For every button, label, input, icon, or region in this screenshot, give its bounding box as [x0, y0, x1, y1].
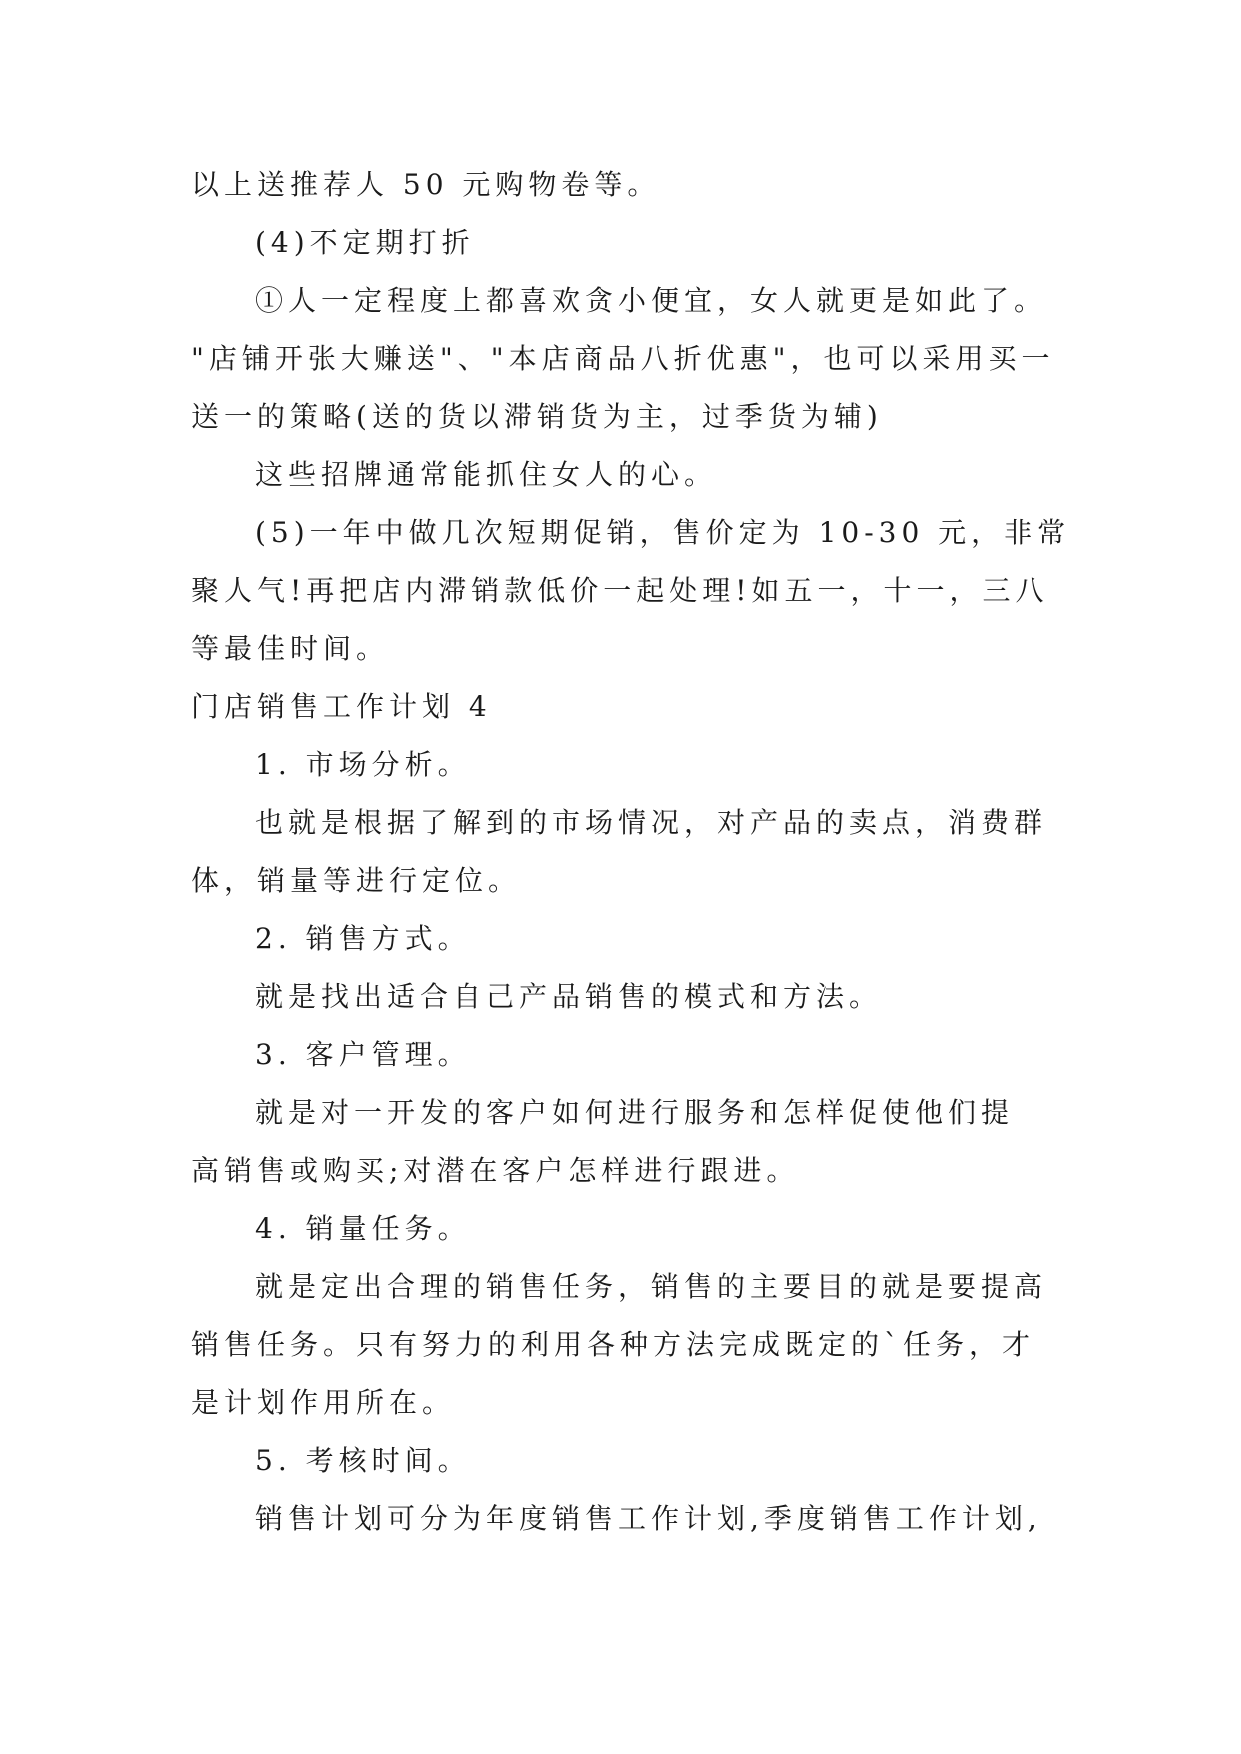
text-line: 1. 市场分析。 — [255, 748, 471, 781]
text-line: 销售计划可分为年度销售工作计划,季度销售工作计划, — [255, 1502, 1042, 1535]
text-line: (5)一年中做几次短期促销，售价定为 10-30 元，非常 — [255, 516, 1071, 549]
text-line: 销售任务。只有努力的利用各种方法完成既定的`任务，才 — [191, 1328, 1036, 1361]
text-line: 就是找出适合自己产品销售的模式和方法。 — [255, 980, 883, 1013]
text-line: 这些招牌通常能抓住女人的心。 — [255, 458, 718, 491]
text-line: 5. 考核时间。 — [255, 1444, 471, 1477]
text-line: ①人一定程度上都喜欢贪小便宜，女人就更是如此了。 — [255, 284, 1048, 317]
text-line: 就是定出合理的销售任务，销售的主要目的就是要提高 — [255, 1270, 1048, 1303]
text-line: 3. 客户管理。 — [255, 1038, 471, 1071]
text-line: 高销售或购买;对潜在客户怎样进行跟进。 — [191, 1154, 800, 1187]
text-line: 聚人气!再把店内滞销款低价一起处理!如五一，十一，三八 — [191, 574, 1049, 607]
text-line: 也就是根据了解到的市场情况，对产品的卖点，消费群 — [255, 806, 1048, 839]
text-line: 4. 销量任务。 — [255, 1212, 471, 1245]
text-line: (4)不定期打折 — [255, 226, 475, 259]
text-line: 等最佳时间。 — [191, 632, 390, 665]
text-line: 是计划作用所在。 — [191, 1386, 456, 1419]
text-line: 2. 销售方式。 — [255, 922, 471, 955]
text-line: 就是对一开发的客户如何进行服务和怎样促使他们提 — [255, 1096, 1015, 1129]
text-line: "店铺开张大赚送"、"本店商品八折优惠"，也可以采用买一 — [191, 342, 1055, 375]
document-body — [191, 156, 1071, 1548]
text-line: 以上送推荐人 50 元购物卷等。 — [191, 168, 661, 201]
text-line: 体，销量等进行定位。 — [191, 864, 522, 897]
text-line: 送一的策略(送的货以滞销货为主，过季货为辅) — [191, 400, 883, 433]
section-heading: 门店销售工作计划 4 — [191, 690, 492, 723]
